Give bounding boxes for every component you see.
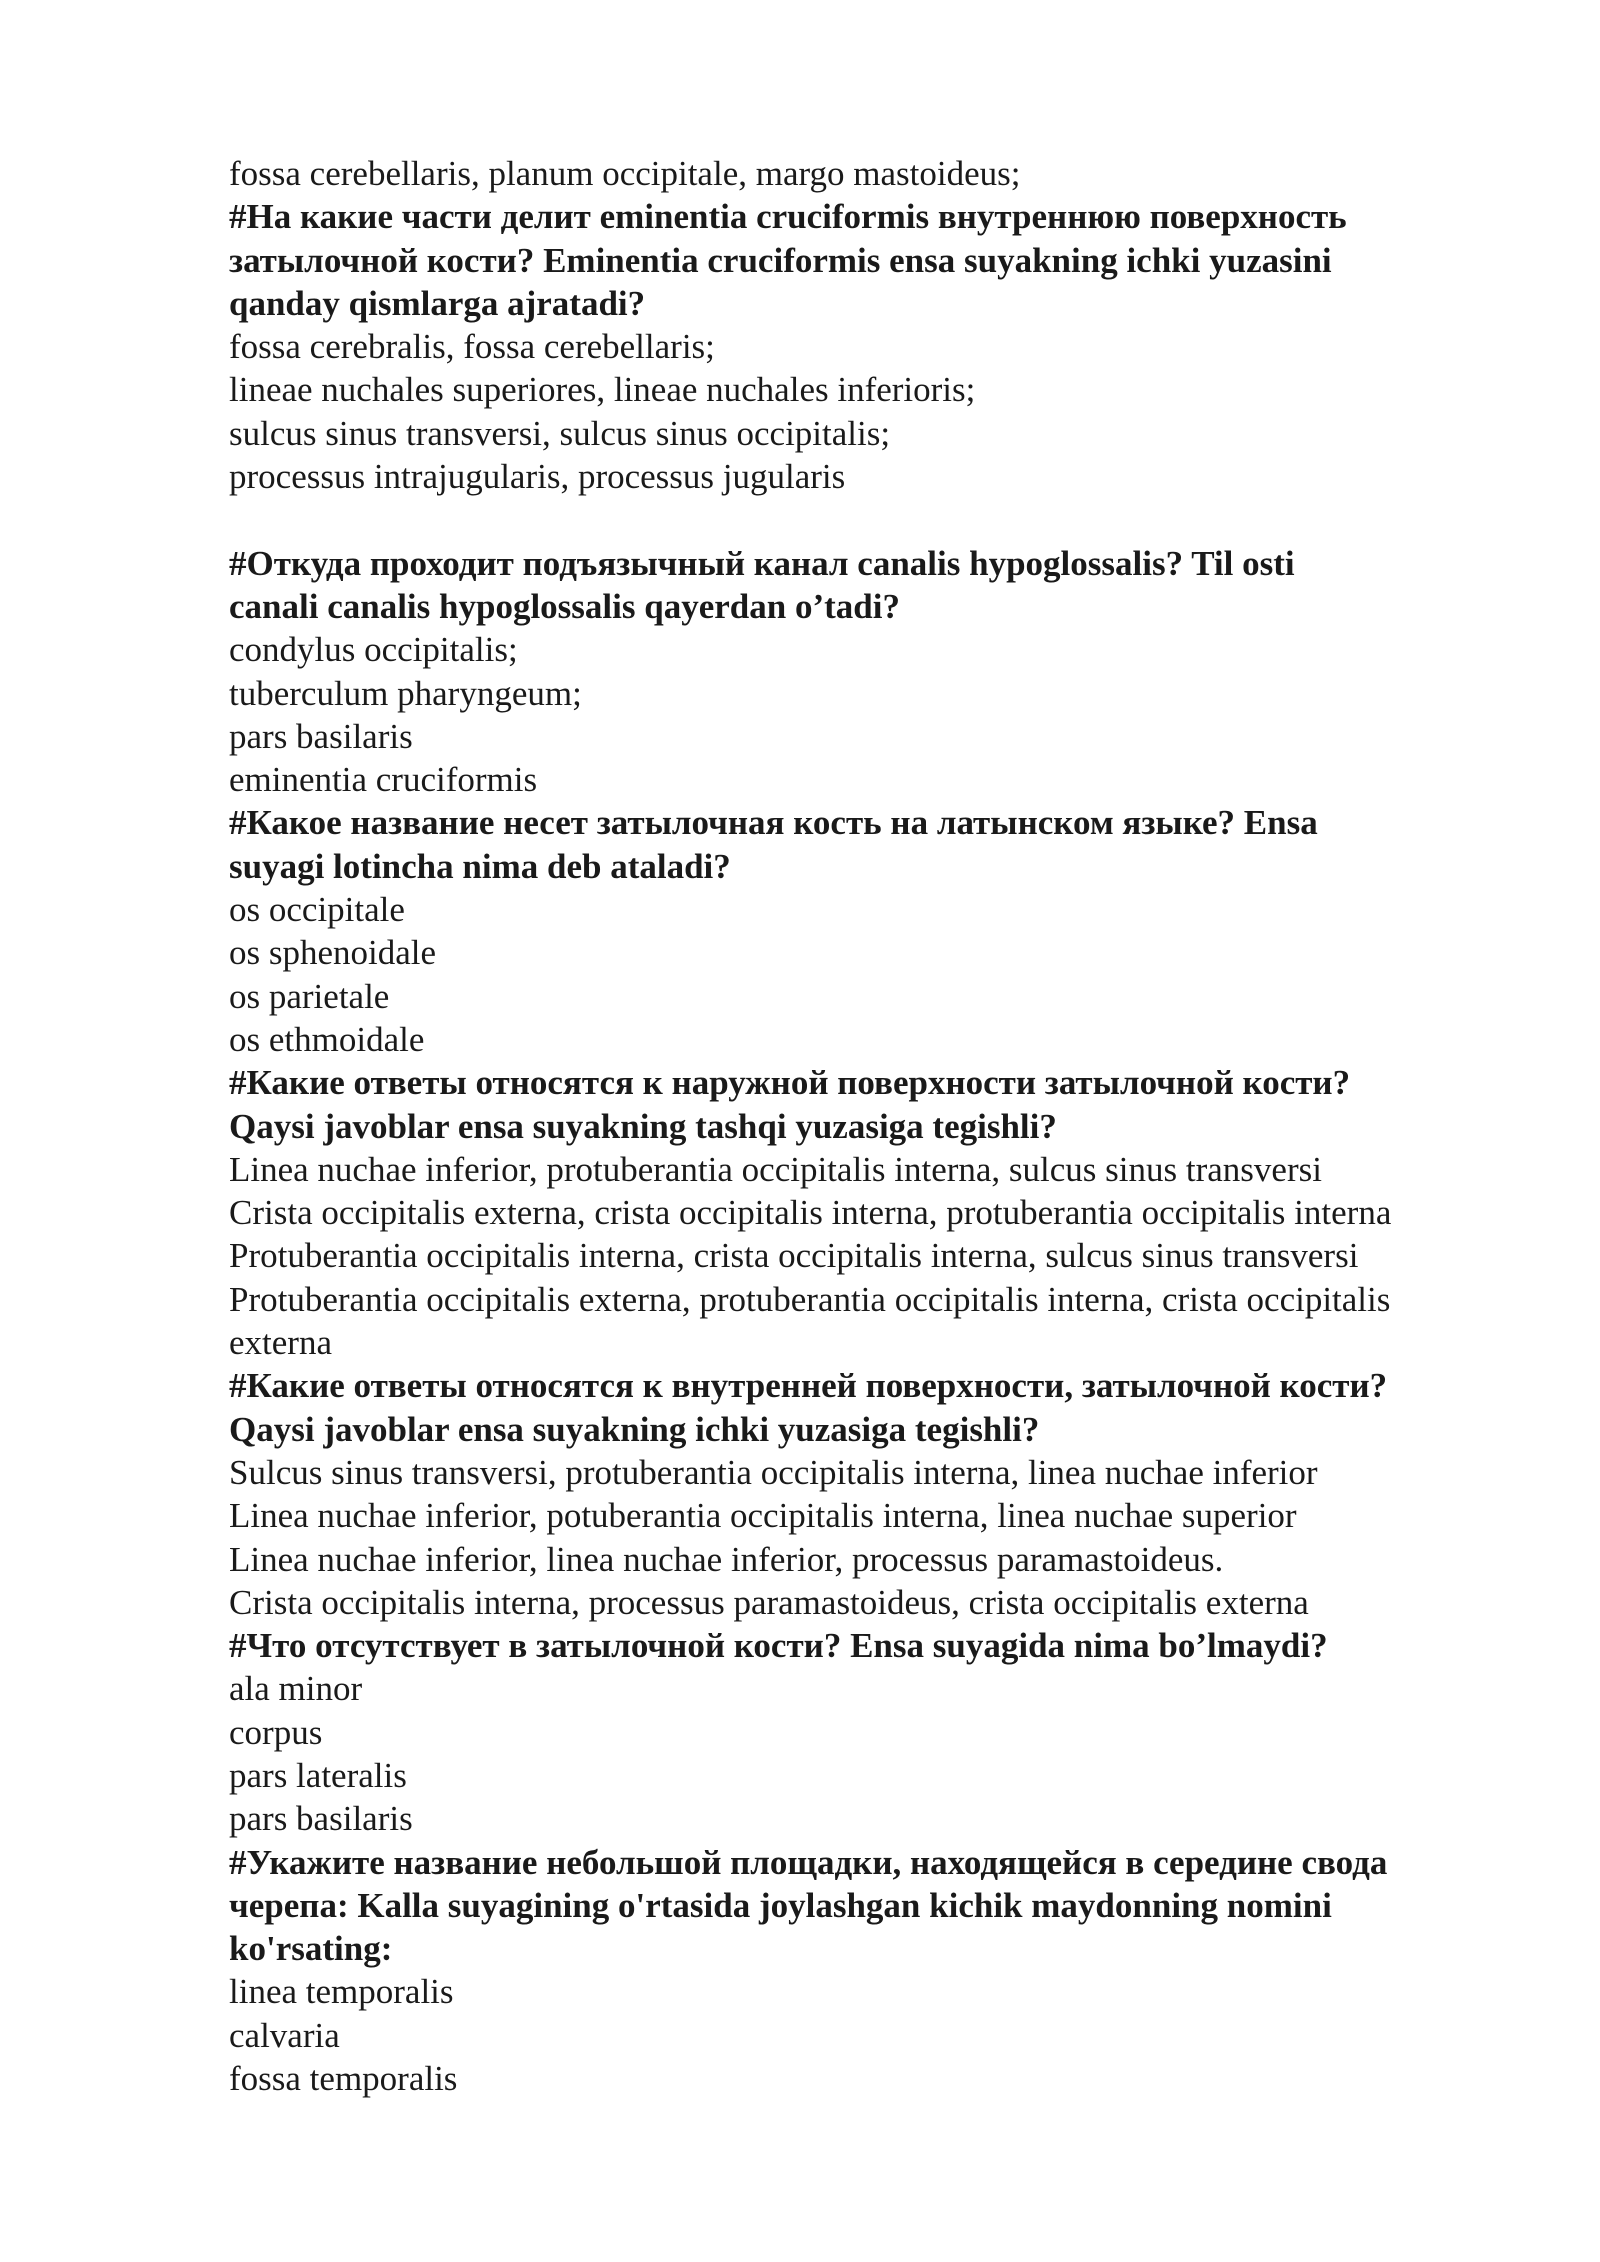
answer-option: corpus — [229, 1712, 323, 1752]
answer-option: ala minor — [229, 1669, 363, 1709]
answer-option: os parietale — [229, 976, 390, 1016]
question-text-line: черепа: Kalla suyagining o'rtasida joylashgan kichik maydonning nomini — [229, 1885, 1332, 1925]
answer-option: linea temporalis — [229, 1972, 454, 2012]
question-text-line: #Какие ответы относятся к внутренней поверхности, затылочной кости? — [229, 1366, 1388, 1406]
answer-option: Linea nuchae inferior, linea nuchae inferior, processus paramastoideus. — [229, 1539, 1224, 1579]
answer-option: Protuberantia occipitalis interna, crista occipitalis interna, sulcus sinus transversi — [229, 1236, 1359, 1276]
question-text-line: #Укажите название небольшой площадки, находящейся в середине свода — [229, 1842, 1388, 1882]
question-text-line: qanday qismlarga ajratadi? — [229, 283, 646, 323]
question-text-line: затылочной кости? Eminentia cruciformis ensa suyakning ichki yuzasini — [229, 240, 1332, 280]
blank-line — [229, 498, 1559, 541]
answer-option: sulcus sinus transversi, sulcus sinus occipitalis; — [229, 413, 891, 453]
question-heading — [229, 801, 1559, 888]
document-body — [229, 152, 1559, 2100]
answer-option: processus intrajugularis, processus jugularis — [229, 457, 846, 497]
question-heading — [229, 1624, 1559, 1667]
question-text-line: ko'rsating: — [229, 1929, 393, 1969]
question-text-line: #Какие ответы относятся к наружной поверхности затылочной кости? — [229, 1063, 1351, 1103]
answer-option: Linea nuchae inferior, protuberantia occipitalis interna, sulcus sinus transversi — [229, 1149, 1322, 1189]
answer-option: os ethmoidale — [229, 1019, 425, 1059]
answer-option-continuation: externa — [229, 1323, 332, 1363]
answer-option: pars basilaris — [229, 1799, 413, 1839]
answer-option: tuberculum pharyngeum; — [229, 673, 582, 713]
question-heading — [229, 1364, 1559, 1451]
question-text-line: #Какое название несет затылочная кость на латынском языке? Ensa — [229, 803, 1318, 843]
question-heading — [229, 1841, 1559, 1971]
answer-option: Protuberantia occipitalis externa, protuberantia occipitalis interna, crista occipitalis — [229, 1279, 1391, 1319]
question-text-line: Qaysi javoblar ensa suyakning ichki yuzasiga tegishli? — [229, 1409, 1040, 1449]
answer-option: calvaria — [229, 2015, 340, 2055]
answer-option: Linea nuchae inferior, potuberantia occipitalis interna, linea nuchae superior — [229, 1496, 1297, 1536]
question-heading — [229, 1061, 1559, 1148]
answer-option: fossa cerebralis, fossa cerebellaris; — [229, 327, 715, 367]
answer-option: pars lateralis — [229, 1755, 407, 1795]
answer-option: Crista occipitalis externa, crista occipitalis interna, protuberantia occipitalis interna — [229, 1193, 1392, 1233]
answer-option: pars basilaris — [229, 716, 413, 756]
answer-option: lineae nuchales superiores, lineae nuchales inferioris; — [229, 370, 976, 410]
question-text-line: #Откуда проходит подъязычный канал canalis hypoglossalis? Til osti — [229, 543, 1295, 583]
answer-option: fossa temporalis — [229, 2059, 458, 2099]
question-text-line: Qaysi javoblar ensa suyakning tashqi yuzasiga tegishli? — [229, 1106, 1057, 1146]
question-heading — [229, 195, 1559, 325]
answer-option: fossa cerebellaris, planum occipitale, margo mastoideus; — [229, 154, 1021, 193]
question-text-line: #На какие части делит eminentia cruciformis внутреннюю поверхность — [229, 197, 1347, 237]
answer-option: os sphenoidale — [229, 933, 437, 973]
question-heading — [229, 542, 1559, 629]
question-text-line: canali canalis hypoglossalis qayerdan o’tadi? — [229, 586, 900, 626]
question-text-line: #Что отсутствует в затылочной кости? Ensa suyagida nima bo’lmaydi? — [229, 1626, 1328, 1666]
answer-option: os occipitale — [229, 890, 405, 930]
answer-option: eminentia cruciformis — [229, 760, 538, 800]
question-text-line: suyagi lotincha nima deb ataladi? — [229, 846, 731, 886]
answer-option: Crista occipitalis interna, processus paramastoideus, crista occipitalis externa — [229, 1582, 1309, 1622]
answer-option: condylus occipitalis; — [229, 630, 518, 670]
answer-option: Sulcus sinus transversi, protuberantia occipitalis interna, linea nuchae inferior — [229, 1452, 1318, 1492]
